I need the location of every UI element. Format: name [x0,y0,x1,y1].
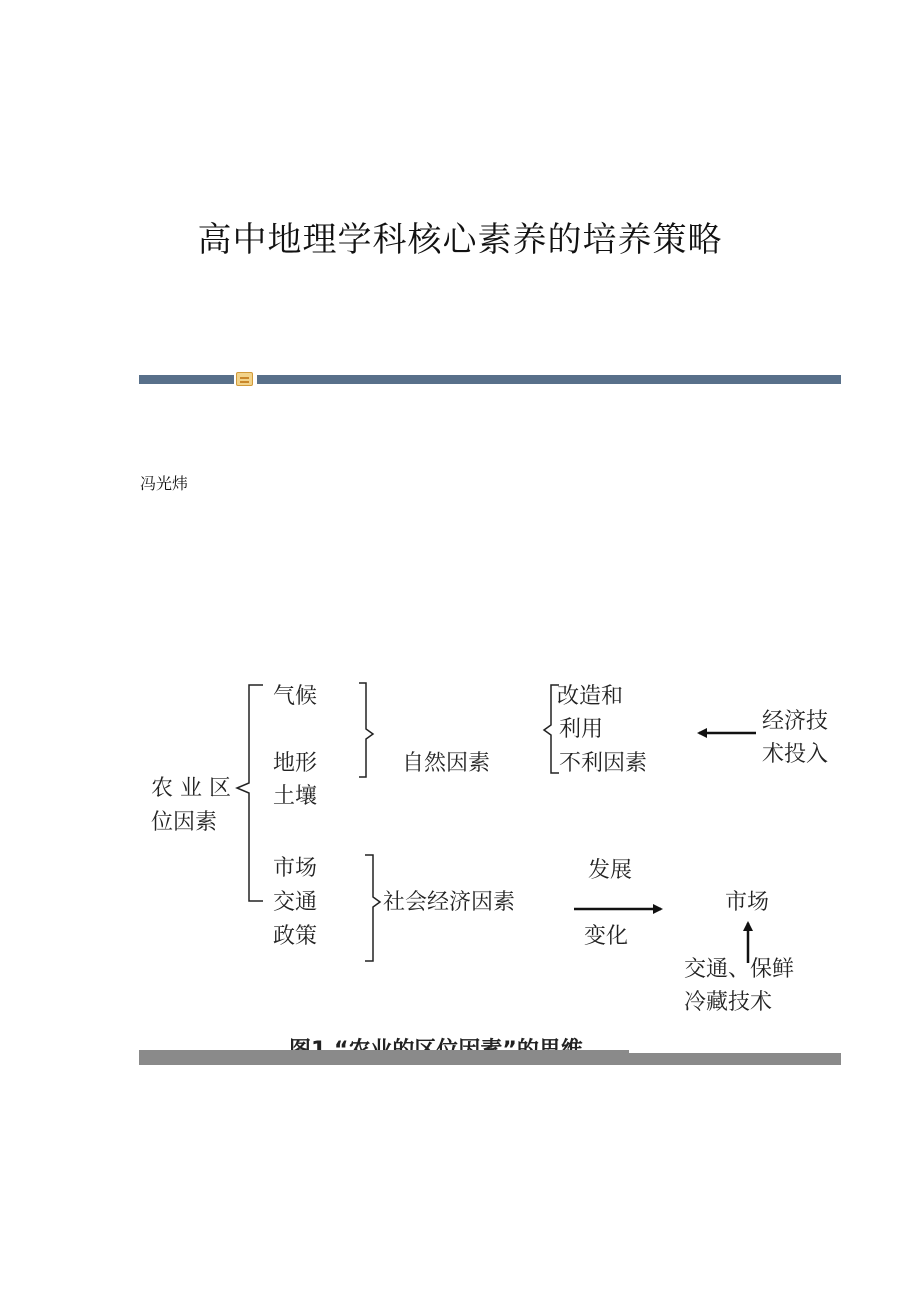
develop-label: 发展 [588,858,633,883]
natural-brace [359,683,373,777]
caption-mask [629,1035,841,1053]
market-result-label: 市场 [725,890,770,915]
tech-label-line1: 经济技 [762,709,829,734]
cold-chain-label-line2: 冷藏技术 [684,990,773,1015]
header-divider-right [257,375,841,384]
item-policy: 政策 [273,924,318,949]
header-divider-left [139,375,234,384]
document-icon [236,372,253,386]
modify-label-line1: 改造和 [557,684,624,709]
natural-factors-label: 自然因素 [402,751,491,776]
root-label-line1: 农 业 区 [151,776,231,801]
mind-map-figure [139,655,841,1065]
modify-label-line2: 利用 [559,717,604,742]
socio-economic-label: 社会经济因素 [383,890,516,915]
socio-brace [365,855,380,961]
item-soil: 土壤 [273,784,318,809]
item-climate: 气候 [273,684,318,709]
cold-chain-label-line1: 交通、保鲜 [684,957,795,982]
tech-label-line2: 术投入 [762,742,829,767]
document-title: 高中地理学科核心素养的培养策略 [197,220,723,260]
unfavorable-label: 不利因素 [559,751,648,776]
main-brace [237,685,263,901]
item-transport: 交通 [273,890,318,915]
author-name: 冯光炜 [140,474,189,493]
item-market: 市场 [273,856,318,881]
root-label-line2: 位因素 [151,810,218,835]
change-label: 变化 [584,924,629,949]
item-terrain: 地形 [273,751,318,776]
